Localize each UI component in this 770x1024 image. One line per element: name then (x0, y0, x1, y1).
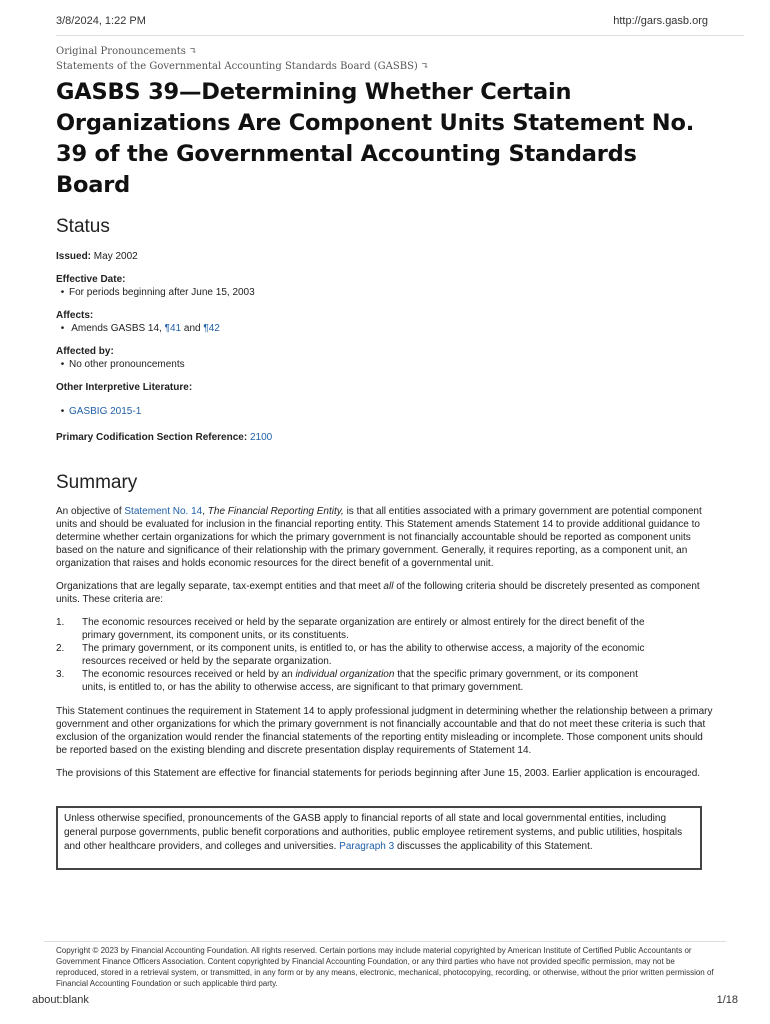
affected-by-item: • No other pronouncements (56, 358, 716, 371)
codification-row (56, 431, 716, 444)
breadcrumb-item-original-pronouncements[interactable] (56, 44, 429, 59)
print-footer-url: about:blank (32, 994, 89, 1006)
breadcrumb-label: Original Pronouncements (56, 46, 186, 57)
status-section (56, 250, 716, 454)
codification-label: Primary Codification Section Reference: (56, 432, 248, 443)
paragraph-3-link[interactable]: Paragraph 3 (339, 841, 395, 852)
effective-date-item: • For periods beginning after June 15, 2003 (56, 286, 716, 299)
list-item: 1. The economic resources received or held by the separate organization are entirely or almost entirely for the direct benefit of the primary government, its component units, or its constituents. (56, 617, 645, 641)
other-literature-row (56, 381, 716, 418)
paragraph-41-link[interactable]: ¶41 (164, 323, 182, 334)
summary-heading: Summary (56, 472, 138, 493)
footer-divider (44, 941, 726, 942)
corner-down-arrow-icon: ↴ (188, 46, 198, 57)
affects-row (56, 309, 716, 335)
other-literature-label: Other Interpretive Literature: (56, 382, 193, 393)
summary-paragraph-4: The provisions of this Statement are effective for financial statements for periods beginning after June 15, 2003. Earlier application is encouraged. (56, 768, 701, 779)
statement-14-link[interactable]: Statement No. 14 (124, 506, 203, 517)
list-item: 3. The economic resources received or held by an individual organization that the specific primary government, or its component units, is entitled to, or has the ability to otherwise access, are significant to that primary government. (56, 669, 638, 693)
print-date: 3/8/2024, 1:22 PM (56, 15, 146, 27)
summary-paragraph-3: This Statement continues the requirement in Statement 14 to apply professional judgment in determining whether the relationship between a primary government and other organizations for which the primary government is not financially accountable and that do not meet these criteria is such that exclusion of the organization would render the financial statements of the reporting entity misleading or incomplete. Those component units should be reported based on the existing blending and discrete presentation display requirements of Statement 14. (56, 706, 713, 756)
breadcrumb (56, 44, 429, 74)
header-divider (56, 35, 744, 36)
issued-value: May 2002 (93, 251, 138, 262)
summary-paragraph-2: Organizations that are legally separate, tax-exempt entities and that meet all of the following criteria should be discretely presented as component units. These criteria are: (56, 581, 700, 605)
copyright-notice: Copyright © 2023 by Financial Accounting Foundation. All rights reserved. Certain portions may include material copyrighted by American Institute of Certified Public Accountants or Government Finance Officers Association. Content copyrighted by Financial Accounting Foundation, or any third parties who have not provided specific permission, may not be reproduced, stored in a retrieval system, or transmitted, in any form or by any means, electronic, mechanical, photocopying, recording, or otherwise, without the prior written permission of Financial Accounting Foundation or such applicable third party. (56, 946, 714, 988)
affects-item: • Amends GASBS 14, ¶41 and ¶42 (56, 322, 716, 335)
page-number: 1/18 (716, 994, 738, 1006)
page-title: GASBS 39—Determining Whether Certain Organizations Are Component Units Statement No. 39 of the Governmental Accounting Standards Board (56, 79, 695, 198)
other-literature-item (56, 405, 716, 418)
applicability-note: Unless otherwise specified, pronouncements of the GASB apply to financial reports of all state and local governmental entities, including general purpose governments, public benefit corporations and authorities, public employee retirement systems, and public utilities, hospitals and other healthcare providers, and colleges and universities. Paragraph 3 discusses the applicability of this Statement. (56, 806, 702, 870)
corner-down-arrow-icon: ↴ (420, 61, 430, 72)
print-url: http://gars.gasb.org (613, 15, 708, 27)
breadcrumb-item-gasbs[interactable] (56, 59, 429, 74)
list-item: 2. The primary government, or its component units, is entitled to, or has the ability to otherwise access, a majority of the economic resources received or held by the separate organization. (56, 643, 645, 667)
effective-date-label: Effective Date: (56, 274, 126, 285)
affected-by-label: Affected by: (56, 346, 114, 357)
affected-by-row (56, 345, 716, 371)
criteria-list (56, 616, 714, 694)
affects-label: Affects: (56, 310, 94, 321)
codification-2100-link[interactable]: 2100 (249, 432, 273, 443)
gasbig-2015-1-link[interactable]: GASBIG 2015-1 (69, 406, 142, 417)
issued-label: Issued: (56, 251, 92, 262)
issued-row (56, 250, 716, 263)
summary-paragraph-1: An objective of Statement No. 14, The Financial Reporting Entity, is that all entities associated with a primary government are potential component units and should be evaluated for inclusion in the financial reporting entity. This Statement amends Statement 14 to provide additional guidance to determine whether certain organizations for which the primary government is not financially accountable should be reported as component units based on the nature and significance of their relationship with the primary government. Generally, it requires reporting, as a component unit, an organization that raises and holds economic resources for the direct benefit of a governmental unit. (56, 506, 702, 569)
breadcrumb-label: Statements of the Governmental Accounting Standards Board (GASBS) (56, 61, 418, 72)
status-heading: Status (56, 216, 110, 237)
effective-date-row (56, 273, 716, 299)
summary-section (56, 505, 714, 790)
paragraph-42-link[interactable]: ¶42 (203, 323, 220, 334)
